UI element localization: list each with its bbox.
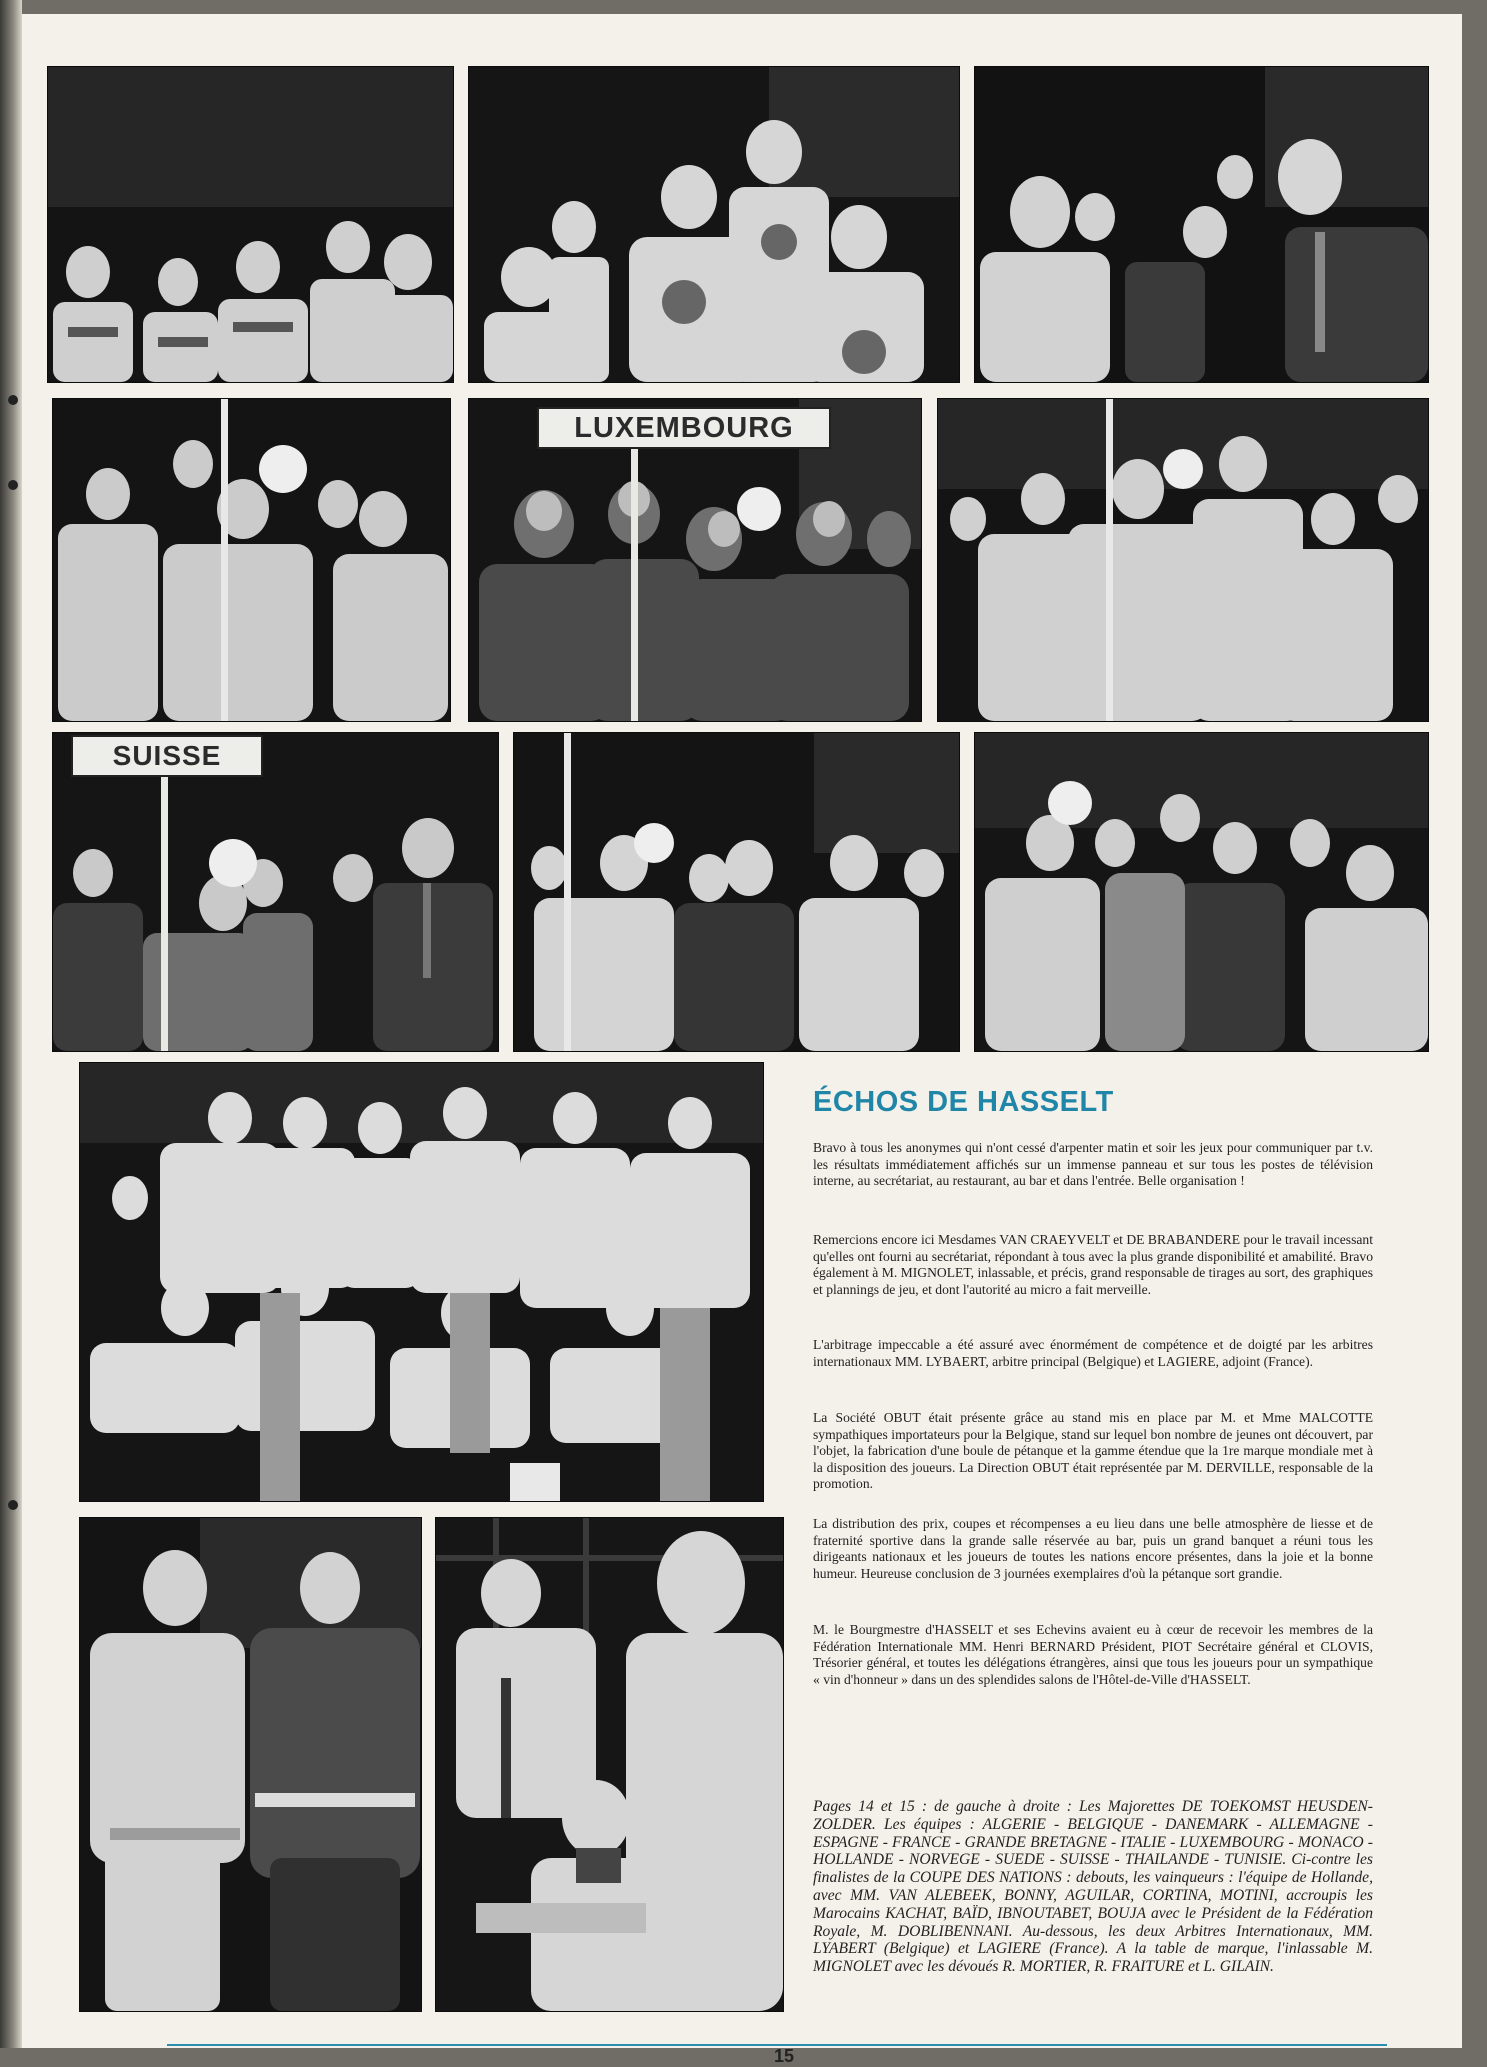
photo-team-row2-c [937, 398, 1429, 722]
photo-luxembourg-team [468, 398, 922, 722]
article-paragraph: Remercions encore ici Mesdames VAN CRAEYVELT et DE BRABANDERE pour le travail incessant qu'elles ont fourni au secrétariat, répondant à tous avec la plus grande disponibilité et amabilité. Bravo également à M. MIGNOLET, inlassable, et précis, grand responsable de tirages au sort, des graphiques et plannings de jeu, et dont l'autorité au micro a fait merveille. [813, 1232, 1373, 1297]
photo-team-row1-a [47, 66, 454, 383]
binding-hole [8, 1500, 18, 1510]
photo-team-row1-b [468, 66, 960, 383]
article-paragraph: Bravo à tous les anonymes qui n'ont cessé d'arpenter matin et soir les jeux pour communiquer par t.v. les résultats immédiatement affichés sur un immense panneau et sur tous les postes de télévision interne, au secrétariat, au restaurant, au bar et dans l'entrée. Belle organisation ! [813, 1140, 1373, 1189]
article-title: ÉCHOS DE HASSELT [813, 1086, 1114, 1118]
photo-team-row1-c [974, 66, 1429, 383]
article-paragraph: La Société OBUT était présente grâce au stand mis en place par M. et Mme MALCOTTE sympathiques importateurs pour la Belgique, stand sur lequel bon nombre de jeunes ont découvert, par l'objet, la fabrication d'une boule de pétanque et la gamme étendue que la 1re marque mondiale met à la disposition des joueurs. La Direction OBUT était représentée par M. DERVILLE, responsable de la promotion. [813, 1410, 1373, 1492]
article-paragraph: M. le Bourgmestre d'HASSELT et ses Echevins avaient eu à cœur de recevoir les membres de la Fédération Internationale MM. Henri BERNARD Président, PIOT Secrétaire général et CLOVIS, Trésorier général, et toutes les délégations étrangères, ainsi que tous les joueurs pour un sympathique « vin d'honneur » dans un des splendides salons de l'Hôtel-de-Ville d'HASSELT. [813, 1622, 1373, 1687]
photo-caption: Pages 14 et 15 : de gauche à droite : Les Majorettes DE TOEKOMST HEUSDEN-ZOLDER. Les équipes : ALGERIE - BELGIQUE - DANEMARK - ALLEMAGNE - ESPAGNE - FRANCE - GRANDE BRETAGNE - ITALIE - LUXEMBOURG - MONACO - HOLLANDE - NORVEGE - SUEDE - SUISSE - THAILANDE - TUNISIE. Ci-contre les finalistes de la COUPE DES NATIONS : debouts, les vainqueurs : l'équipe de Hollande, avec MM. VAN ALEBEEK, BONNY, AGUILAR, CORTINA, MOTINI, accroupis les Marocains KACHAT, BAÏD, IBNOUTABET, BOUJA avec le Président de la Fédération Royale, M. DOBLIBENNANI. Au-dessous, les deux Arbitres Internationaux, MM. LYABERT (Belgique) et LAGIERE (France). A la table de marque, l'inlassable M. MIGNOLET avec les dévoués R. MORTIER, R. FRAITURE et L. GILAIN. [813, 1798, 1373, 1976]
magazine-binding [0, 0, 22, 2048]
photo-arbitres-internationaux [79, 1517, 422, 2012]
page-number: 15 [774, 2046, 795, 2066]
binding-hole [8, 480, 18, 490]
photo-team-row3-c [974, 732, 1429, 1052]
photo-coupe-des-nations-finalists [79, 1062, 764, 1502]
photo-suisse-team [52, 732, 499, 1052]
sign-suisse: SUISSE [71, 735, 263, 777]
sign-pole [631, 439, 638, 721]
sign-pole [161, 773, 168, 1051]
article-paragraph: L'arbitrage impeccable a été assuré avec énormément de compétence et de doigté par les arbitres internationaux MM. LYBAERT, arbitre principal (Belgique) et LAGIERE, adjoint (France). [813, 1337, 1373, 1369]
photo-team-row2-a [52, 398, 451, 722]
article-paragraph: La distribution des prix, coupes et récompenses a eu lieu dans une belle atmosphère de liesse et de fraternité sportive dans la grande salle réservée au bar, puis un grand banquet a réuni tous les dirigeants nationaux et les joueurs de toutes les nations encore présentes, dans la joie et la bonne humeur. Heureuse conclusion de 3 journées exemplaires d'où la pétanque sort grandie. [813, 1516, 1373, 1581]
sign-luxembourg: LUXEMBOURG [537, 407, 831, 449]
photo-table-de-marque [435, 1517, 784, 2012]
magazine-page [22, 14, 1462, 2066]
photo-team-row3-b [513, 732, 960, 1052]
binding-hole [8, 395, 18, 405]
